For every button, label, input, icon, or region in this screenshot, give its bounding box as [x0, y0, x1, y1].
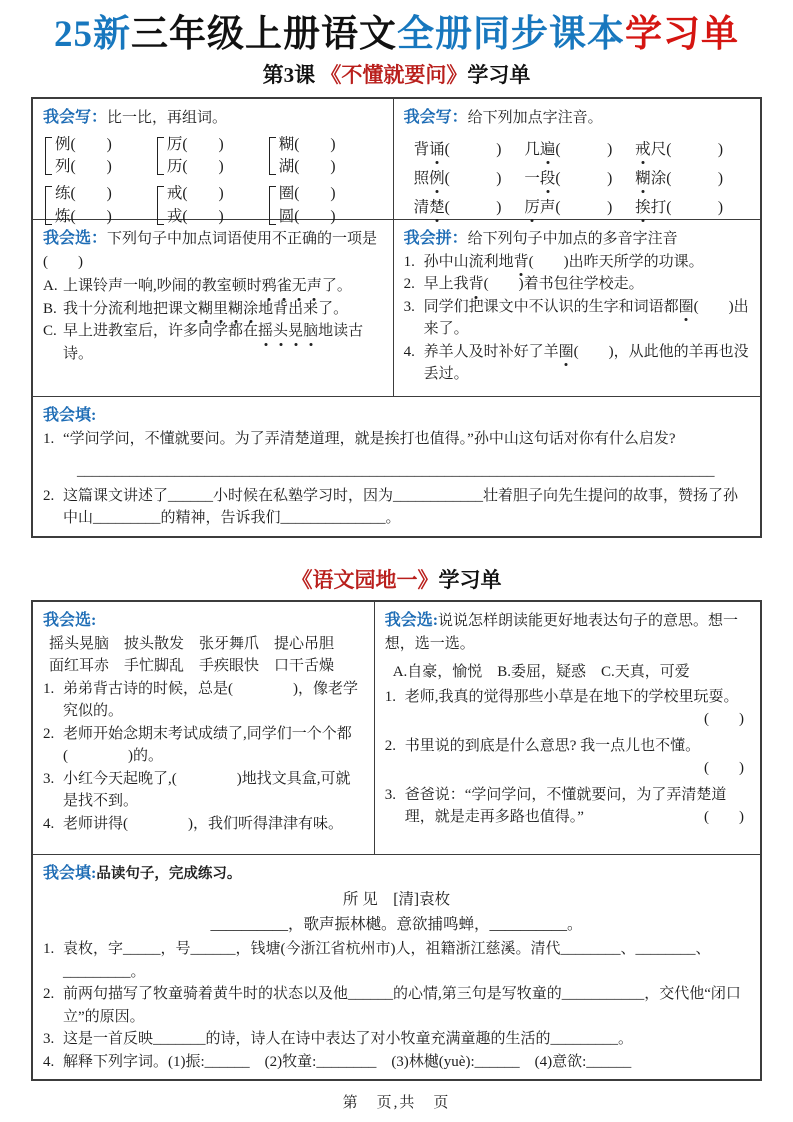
answer-blank: ( )	[70, 185, 112, 203]
answer-blank: ( )	[666, 140, 724, 158]
box-header	[43, 862, 750, 886]
box-label: 我会选:	[43, 611, 97, 629]
item-text: 爸爸说：“学问学问，不懂就要问，为了弄清楚道理，就是走再多路也值得。” ( )	[405, 784, 750, 829]
answer-blank: ( )	[70, 207, 112, 225]
item-number: 1.	[403, 253, 415, 270]
item-number: 2.	[43, 487, 55, 504]
question-item	[43, 1051, 750, 1074]
subtitle-part: 《语文园地一》	[291, 567, 439, 592]
question-item	[43, 723, 364, 768]
answer-bracket: ( )	[703, 760, 744, 777]
answer-bracket: ( )	[703, 809, 744, 826]
answer-blank: ( )	[444, 199, 502, 217]
answer-blank: ( )	[666, 169, 724, 187]
poem-line: __________，歌声振林樾。意欲捕鸣蝉，__________。	[210, 915, 583, 933]
question-item	[385, 686, 750, 731]
item-number: 2.	[403, 276, 415, 293]
page-footer: 第 页,共 页	[342, 1095, 451, 1112]
box-instruction: 说说怎样朗读能更好地表达句子的意思。想一想，选一选。	[384, 612, 739, 652]
item-text: 解释下列字词。(1)振:______ (2)牧童:________ (3)林樾(yuè):______ (4)意欲:______	[63, 1053, 632, 1070]
question-item	[43, 1028, 750, 1051]
bracket-icon	[45, 137, 52, 176]
question-item	[43, 813, 364, 836]
box-label: 我会拼：	[403, 229, 468, 247]
char: 厉	[166, 135, 183, 153]
pinyin-word: 背诵( )	[414, 138, 525, 161]
item-text: 这是一首反映_______的诗，诗人在诗中表达了对小牧童充满童趣的生活的_________。	[63, 1031, 634, 1048]
question-item	[404, 341, 750, 386]
box-select-tone	[375, 602, 760, 855]
item-number: 4.	[43, 815, 55, 832]
subtitle-part: 学习单	[438, 567, 502, 592]
answer-blank: ( )	[666, 199, 724, 217]
title-part: 三年级上册语文	[131, 14, 397, 55]
char: 湖	[278, 158, 295, 176]
section1-table	[31, 97, 762, 538]
pinyin-word: 几遍( )	[524, 138, 635, 161]
box-fill-poem	[33, 855, 760, 1080]
item-text: 早上我背( )着书包往学校走。	[424, 273, 750, 296]
pinyin-word-grid	[404, 138, 750, 220]
pinyin-word: 一段( )	[524, 167, 635, 190]
answer-blank: ( )	[555, 199, 613, 217]
box-instruction: 给下列加点字注音。	[467, 109, 603, 126]
item-text: 袁枚，字_____，号______，钱塘(今浙江省杭州市)人，祖籍浙江慈溪。清代________、________、_________。	[63, 941, 711, 980]
item-number: 3.	[403, 298, 415, 315]
box-header	[43, 106, 383, 130]
answer-blank: ( )	[555, 140, 613, 158]
option-tag: B.	[43, 300, 57, 317]
pinyin-word: 挨打( )	[635, 196, 746, 219]
item-text: 这篇课文讲述了______小时候在私塾学习时，因为____________壮着胆子向先生提问的故事，赞扬了孙中山_________的精神，告诉我们______________。	[63, 487, 739, 527]
question-item	[43, 983, 750, 1028]
section2-table	[31, 600, 762, 1082]
answer-blank: ( )	[444, 140, 502, 158]
box-header	[404, 106, 750, 130]
section2-title	[31, 564, 762, 594]
char: 糊	[278, 135, 295, 153]
answer-blank: ( )	[182, 135, 224, 153]
box-pinyin-polyphone	[394, 220, 760, 397]
bracket-icon	[269, 137, 276, 176]
item-text: 同学们把课文中不认识的生字和词语都圈( )出来了。	[424, 296, 750, 341]
answer-blank: ( )	[70, 135, 112, 153]
answer-blank: ( )	[182, 207, 224, 225]
box-label: 我会选:	[384, 611, 439, 629]
question-item	[385, 735, 750, 780]
option-text: 上课铃声一响,吵闹的教室顿时鸦雀无声了。	[63, 275, 383, 298]
box-label: 我会选：	[43, 229, 108, 247]
item-text: 孙中山流利地背( )出昨天所学的功课。	[424, 251, 750, 274]
question-item	[404, 251, 750, 274]
item-number: 2.	[43, 986, 55, 1003]
option-tag: C.	[43, 323, 57, 340]
box-label: 我会写：	[43, 108, 108, 126]
item-text: 小红今天起晚了,( )地找文具盒,可就是找不到。	[63, 770, 351, 810]
answer-blank: ( )	[294, 185, 336, 203]
word-bank-line: 面红耳赤 手忙脚乱 手疾眼快 口干舌燥	[49, 658, 335, 675]
bracket-icon	[157, 137, 164, 176]
item-number: 3.	[43, 770, 55, 787]
box-instruction: 品读句子，完成练习。	[96, 865, 242, 882]
item-number: 1.	[384, 688, 396, 705]
char: 列	[55, 158, 71, 176]
box-header	[404, 227, 750, 251]
char: 练	[55, 185, 71, 203]
item-number: 1.	[43, 430, 55, 447]
question-item	[43, 938, 750, 983]
box-write-compare	[33, 99, 394, 225]
char-pair	[157, 134, 269, 179]
char: 圆	[278, 207, 295, 225]
box-instruction: 下列句子中加点词语使用不正确的一项是( )	[43, 230, 378, 270]
answer-bracket: ( )	[703, 711, 744, 728]
answer-blank: ( )	[294, 207, 336, 225]
item-text: 书里说的到底是什么意思? 我一点儿也不懂。 ( )	[405, 735, 750, 780]
char: 历	[166, 158, 183, 176]
choice-option	[43, 298, 383, 321]
box-select-idiom	[33, 220, 394, 397]
page-title	[31, 14, 762, 57]
option-text: 我十分流利地把课文糊里糊涂地背出来了。	[63, 298, 383, 321]
question-item	[385, 784, 750, 829]
subtitle-part: 《不懂就要问》	[320, 62, 468, 87]
box-label: 我会填:	[43, 864, 97, 882]
subtitle-part: 第3课	[262, 62, 321, 87]
option-text: 早上进教室后，许多同学都在摇头晃脑地读古诗。	[63, 320, 383, 365]
answer-blank: ( )	[70, 158, 112, 176]
box-fill-comprehension	[33, 397, 760, 536]
answer-blank: ( )	[444, 169, 502, 187]
answer-blank: ( )	[182, 185, 224, 203]
char: 戒	[166, 185, 183, 203]
box-instruction: 给下列句子中加点的多音字注音	[467, 230, 678, 247]
question-item	[43, 768, 364, 813]
question-item	[43, 428, 750, 451]
pinyin-word: 戒尺( )	[635, 138, 746, 161]
lesson-subtitle	[31, 59, 762, 89]
answer-blank: ( )	[294, 135, 336, 153]
item-number: 2.	[384, 737, 396, 754]
title-part: 学习单	[625, 14, 739, 55]
char: 戎	[166, 207, 183, 225]
item-text: 老师开始念期末考试成绩了,同学们一个个都( )的。	[63, 725, 352, 765]
question-item	[404, 296, 750, 341]
box-header	[43, 227, 383, 274]
char: 圈	[278, 185, 295, 203]
item-number: 2.	[43, 725, 55, 742]
title-part: 全册同步课本	[397, 14, 625, 55]
item-number: 3.	[384, 786, 396, 803]
item-text: “学问学问，不懂就要问。为了弄清楚道理，就是挨打也值得。”孙中山这句话对你有什么启发?	[63, 430, 676, 447]
char-pair	[269, 134, 381, 179]
item-number: 1.	[43, 941, 55, 958]
option-tag: A.	[43, 278, 58, 295]
answer-blank: ( )	[294, 158, 336, 176]
choice-option	[43, 320, 383, 365]
poem-title: 所 见 [清]袁枚	[342, 890, 451, 908]
item-text: 养羊人及时补好了羊圈( )，从此他的羊再也没丢过。	[424, 341, 750, 386]
answer-line: _____________________________________________________________________________________	[77, 463, 715, 480]
box-header	[385, 609, 750, 656]
item-text: 老师,我真的觉得那些小草是在地下的学校里玩耍。 ( )	[405, 686, 750, 731]
word-bank-line: 摇头晃脑 披头散发 张牙舞爪 提心吊胆	[49, 635, 335, 652]
question-item	[43, 485, 750, 530]
box-select-bank	[33, 602, 375, 855]
item-text: 前两句描写了牧童骑着黄牛时的状态以及他______的心情,第三句是写牧童的___________，交代他“闭口立”的原因。	[63, 986, 741, 1025]
subtitle-part: 学习单	[467, 62, 531, 87]
char: 例	[55, 135, 71, 153]
choice-bank: A.自豪，愉悦 B.委屈，疑惑 C.天真，可爱	[392, 664, 690, 681]
item-number: 1.	[43, 680, 55, 697]
pinyin-word: 糊涂( )	[635, 167, 746, 190]
item-number: 4.	[43, 1053, 55, 1070]
pinyin-word: 清楚( )	[414, 196, 525, 219]
answer-blank: ( )	[555, 169, 613, 187]
choice-option	[43, 275, 383, 298]
box-instruction: 比一比，再组词。	[107, 109, 228, 126]
char-pair-grid	[43, 134, 383, 229]
char: 炼	[55, 207, 71, 225]
pinyin-word: 照例( )	[414, 167, 525, 190]
item-number: 3.	[43, 1031, 55, 1048]
item-text: 老师讲得( )，我们听得津津有味。	[63, 815, 343, 832]
box-write-pinyin	[394, 99, 760, 220]
title-part: 25新	[54, 14, 131, 55]
box-label: 我会写：	[403, 108, 468, 126]
question-item	[404, 273, 750, 296]
char-pair	[45, 134, 157, 179]
item-number: 4.	[403, 343, 415, 360]
box-label: 我会填:	[43, 406, 97, 424]
item-text: 弟弟背古诗的时候，总是( )，像老学究似的。	[63, 680, 358, 720]
question-item	[43, 678, 364, 723]
answer-blank: ( )	[182, 158, 224, 176]
pinyin-word: 厉声( )	[524, 196, 635, 219]
